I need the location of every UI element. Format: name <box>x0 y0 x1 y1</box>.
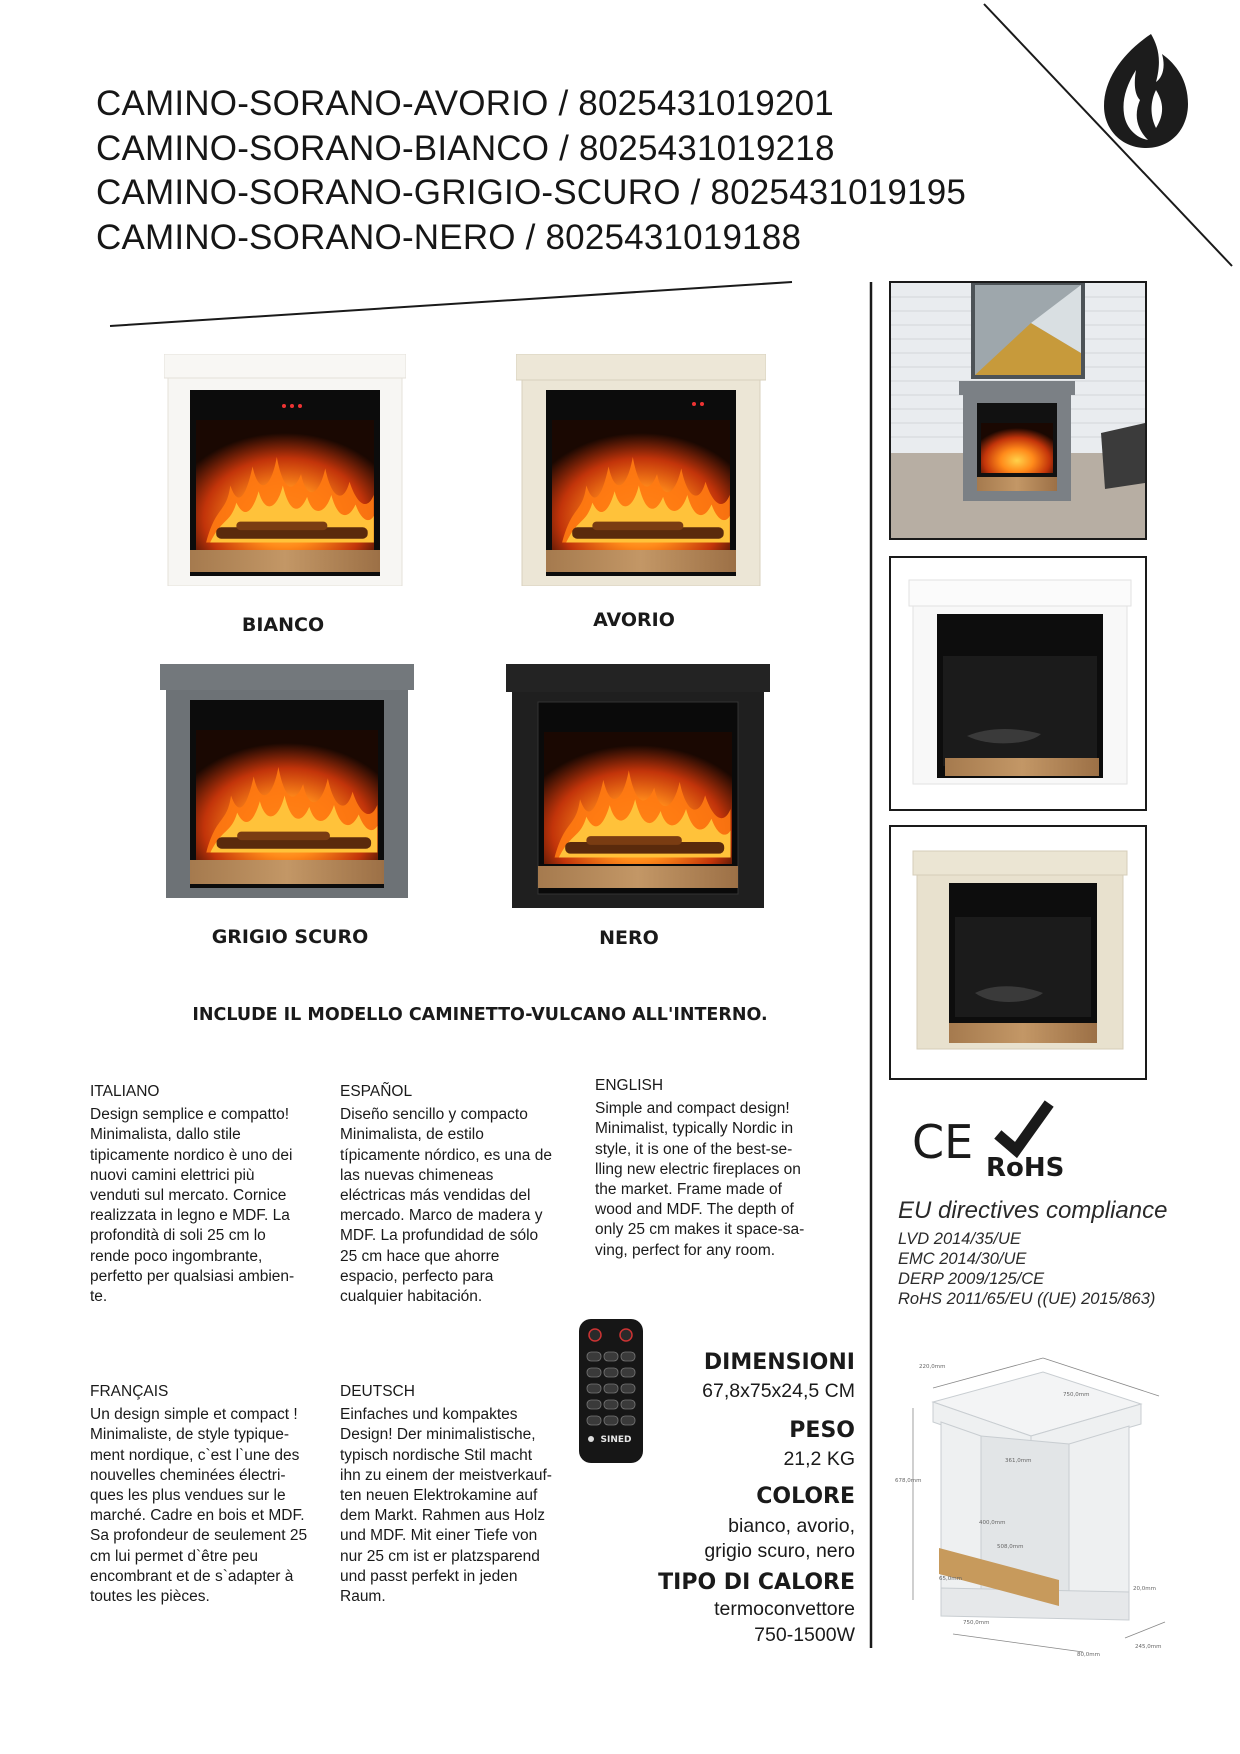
lang-block-espanol <box>340 1082 575 1307</box>
diagram-label: 750,0mm <box>1063 1392 1090 1398</box>
lang-line: te. <box>90 1288 108 1306</box>
lang-line: Diseño sencillo y compacto <box>340 1106 528 1124</box>
lang-line: encombrant et de s`adapter à <box>90 1567 294 1585</box>
spec-dimensioni-value: 67,8x75x24,5 CM <box>702 1380 855 1402</box>
lang-block-deutsch <box>340 1382 575 1607</box>
lang-line: eléctricas más vendidas del <box>340 1187 531 1205</box>
swatch-label-nero: NERO <box>599 927 659 949</box>
swatch-label-avorio: AVORIO <box>593 609 675 631</box>
spec-peso-value: 21,2 KG <box>783 1448 855 1470</box>
diagram-label: 20,0mm <box>1133 1586 1156 1592</box>
lang-line: nur 25 cm ist er platzsparend <box>340 1547 540 1565</box>
title-line: CAMINO-SORANO-BIANCO / 8025431019218 <box>96 128 835 168</box>
lang-line: Simple and compact design! <box>595 1100 790 1118</box>
spec-calore-label: TIPO DI CALORE <box>658 1570 855 1595</box>
lang-line: nouvelles cheminées électri- <box>90 1466 286 1484</box>
lang-line: tipicamente nordico è uno dei <box>90 1146 293 1164</box>
product-titles <box>96 82 966 260</box>
diagram-label: 400,0mm <box>979 1520 1006 1526</box>
swatch-label-bianco: BIANCO <box>241 614 325 636</box>
lang-line: ving, perfect for any room. <box>595 1241 776 1259</box>
title-line: CAMINO-SORANO-NERO / 8025431019188 <box>96 217 802 257</box>
lang-line: ten neuen Elektrokamine auf <box>340 1487 538 1505</box>
rohs-check-icon <box>1002 1108 1046 1150</box>
lang-line: Minimalista, dallo stile <box>90 1126 241 1144</box>
lang-line: Minimalist, typically Nordic in <box>595 1120 794 1138</box>
lang-line: Design! Der minimalistische, <box>340 1426 536 1444</box>
bianco-product-photo <box>889 556 1147 811</box>
lang-line: perfetto per qualsiasi ambien- <box>90 1267 295 1285</box>
lang-line: Sa profondeur de seulement 25 <box>90 1527 308 1545</box>
lang-line: und MDF. Mit einer Tiefe von <box>340 1527 538 1545</box>
lang-line: nuovi camini elettrici più <box>90 1166 255 1184</box>
fireplace-swatch-grigio-scuro <box>160 664 414 898</box>
spec-peso-label: PESO <box>789 1418 855 1443</box>
lang-block-francais <box>90 1382 325 1607</box>
title-line: CAMINO-SORANO-GRIGIO-SCURO / 8025431019195 <box>96 173 967 212</box>
lang-line: Raum. <box>340 1588 386 1606</box>
lang-line: las nuevas chimeneas <box>340 1166 494 1184</box>
title-line: CAMINO-SORANO-AVORIO / 8025431019201 <box>96 84 834 123</box>
lang-line: style, it is one of the best-se- <box>595 1140 793 1158</box>
diagram-label: 678,0mm <box>895 1478 922 1484</box>
lang-line: lling new electric fireplaces on <box>595 1160 801 1178</box>
ce-mark: CE <box>912 1115 974 1169</box>
lang-heading: ENGLISH <box>595 1077 664 1094</box>
room-photo <box>889 281 1147 540</box>
lang-line: típicamente nórdico, es una de <box>340 1146 552 1164</box>
spec-colore-line: bianco, avorio, <box>728 1515 855 1537</box>
flame-drop-icon <box>1096 30 1194 150</box>
lang-line: 25 cm hace que ahorre <box>340 1247 500 1265</box>
swatch-label-grigio-scuro: GRIGIO SCURO <box>211 926 369 948</box>
spec-calore-line: termoconvettore <box>714 1598 855 1620</box>
spec-colore-label: COLORE <box>756 1484 855 1509</box>
lang-line: Minimaliste, de style typique- <box>90 1426 289 1444</box>
diagram-label: 361,0mm <box>1005 1458 1032 1464</box>
fireplace-swatch-nero <box>506 664 770 908</box>
include-note: INCLUDE IL MODELLO CAMINETTO-VULCANO ALL'INTERNO. <box>192 1005 768 1025</box>
directive-line: DERP 2009/125/CE <box>898 1270 1045 1288</box>
ce-rohs-marks <box>910 1100 1070 1180</box>
spec-colore-line: grigio scuro, nero <box>704 1540 855 1562</box>
dimension-diagram <box>893 1352 1175 1664</box>
lang-line: venduti sul mercato. Cornice <box>90 1187 287 1205</box>
rohs-mark: RoHS <box>986 1153 1065 1180</box>
fireplace-swatch-bianco <box>164 354 406 586</box>
lang-heading: DEUTSCH <box>340 1383 415 1400</box>
diagram-label: 80,0mm <box>1077 1652 1100 1658</box>
spec-dimensioni-label: DIMENSIONI <box>703 1350 855 1375</box>
header-underline <box>110 282 792 326</box>
diagram-label: 508,0mm <box>997 1544 1024 1550</box>
eu-compliance-block <box>898 1197 1167 1309</box>
lang-line: mercado. Marco de madera y <box>340 1207 543 1225</box>
lang-heading: FRANÇAIS <box>90 1383 169 1400</box>
lang-line: wood and MDF. The depth of <box>595 1201 794 1219</box>
lang-line: the market. Frame made of <box>595 1181 782 1199</box>
lang-line: und passt perfekt in jeden <box>340 1567 518 1585</box>
lang-line: only 25 cm makes it space-sa- <box>595 1221 805 1239</box>
diagram-label: 65,0mm <box>939 1576 962 1582</box>
directive-line: RoHS 2011/65/EU ((UE) 2015/863) <box>898 1290 1156 1308</box>
directive-line: LVD 2014/35/UE <box>898 1230 1021 1248</box>
spec-calore-line: 750-1500W <box>754 1624 855 1646</box>
directive-line: EMC 2014/30/UE <box>898 1250 1027 1268</box>
lang-line: realizzata in legno e MDF. La <box>90 1207 290 1225</box>
lang-line: cm lui permet d`être peu <box>90 1547 258 1565</box>
lang-line: ques les plus vendues sur le <box>90 1487 286 1505</box>
lang-line: rende poco ingombrante, <box>90 1247 263 1265</box>
eu-compliance-title: EU directives compliance <box>898 1197 1168 1224</box>
lang-line: marché. Cadre en bois et MDF. <box>90 1507 305 1525</box>
lang-line: typisch nordische Stil macht <box>340 1446 533 1464</box>
remote-control-icon <box>578 1318 644 1464</box>
lang-line: cualquier habitación. <box>340 1288 483 1306</box>
lang-block-italiano <box>90 1082 325 1307</box>
lang-line: Einfaches und kompaktes <box>340 1406 518 1424</box>
lang-line: espacio, perfecto para <box>340 1267 494 1285</box>
lang-line: toutes les pièces. <box>90 1588 210 1606</box>
lang-heading: ESPAÑOL <box>340 1083 413 1100</box>
lang-line: ihn zu einem der meistverkauf- <box>340 1466 552 1484</box>
lang-heading: ITALIANO <box>90 1083 160 1100</box>
lang-block-english <box>595 1076 830 1261</box>
avorio-product-photo <box>889 825 1147 1080</box>
remote-brand: SINED <box>600 1435 632 1445</box>
lang-line: dem Markt. Rahmen aus Holz <box>340 1507 546 1525</box>
lang-line: Un design simple et compact ! <box>90 1406 298 1424</box>
diagram-label: 245,0mm <box>1135 1644 1162 1650</box>
fireplace-swatch-avorio <box>516 354 766 586</box>
lang-line: ment nordique, c`est l`une des <box>90 1446 300 1464</box>
lang-line: Design semplice e compatto! <box>90 1106 290 1124</box>
diagram-label: 220,0mm <box>919 1364 946 1370</box>
lang-line: profondità di soli 25 cm lo <box>90 1227 266 1245</box>
lang-line: Minimalista, de estilo <box>340 1126 484 1144</box>
lang-line: MDF. La profundidad de sólo <box>340 1227 539 1245</box>
diagram-label: 750,0mm <box>963 1620 990 1626</box>
